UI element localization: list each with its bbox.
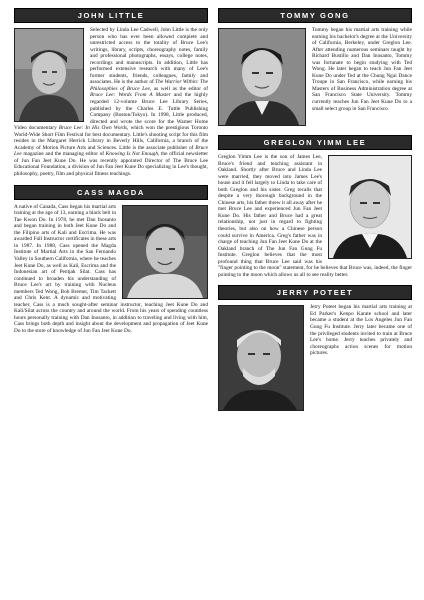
bio-text: as well as the editor of [153, 85, 208, 92]
portrait-photo-greglon-yimm-lee [328, 155, 412, 259]
section-body [218, 300, 412, 413]
section-body [14, 23, 208, 178]
film-title: Bruce Lee: In His Own Words, [58, 125, 129, 132]
bio-text: A native of Canada, Cass began his martial arts training at the age of 13, earning a black belt in Tae Kwon Do. In 1978, he met Dan Inosanto and began training in both Jeet Kune Do and the Filipino arts of Kali and Escrima. He was awarded Full Instructor certificates in these arts in 1987. In 1988, Cass opened the Magda Institute of Martial Arts in the San Fernando Valley in Southern California, where he teaches Jeet Kune Do, as well as Kali, Escrima and the Indonesian art of Pentjak Silat. Cass has continued to broaden his understanding of Bruce Lee's art by training with Nucleus members Ted Wong, Bob Bremer, Tim Tackett and Chris Kent. A dynamic and motivating teacher, Cass is a much sought-after seminar instructor, teaching Jeet Kune Do and Kali/Silat across the country and around the world. From his years of spending countless hours personally training with Dan Inosanto, in addition to traveling and living with him, Cass brings both depth and insight about the development and propagation of Jeet Kune Do to the store of knowledge of Jun Fan Jeet Kune Do. [14, 203, 208, 334]
section-title: GREGLON YIMM LEE [218, 135, 412, 150]
bio-text: and the highly regarded 12-volume Bruce Lee Library Series, published by the Charles E. Tuttle Publishing Company (Boston/Tokyo). In 1998, Little produced, directed and wrote the score for the Warner Home Video documentary [14, 92, 208, 132]
section-cass-magda [14, 185, 208, 335]
section-greglon-yimm-lee [218, 135, 412, 278]
right-column [218, 8, 412, 420]
section-body [218, 150, 412, 278]
portrait-photo-jerry-poteet [218, 305, 304, 411]
bio-text: Greglon Yimm Lee is the son of James Lee, Bruce's friend and teaching assistant in Oakland. Shortly after Bruce and Linda Lee were married, they moved into James Lee's house and it fell largely to Linda to take care of both Greglon and his sister. Greg recalls that despite a very thorough background in the Chinese arts, his father threw it all away after he met Bruce Lee and experienced Jun Fan Jeet Kune Do. His father and Bruce had a great relationship, not just in regard to fighting theories, but also on how a Chinese person could survive in America. Greg's father was in charge of teaching Jun Fan Jeet Kune Do at the Oakland branch of The Jun Fan Gung Fu Institute. Greglon believes that the most profound thing that Bruce Lee said was his "finger pointing to the moon" statement, for he believes that Bruce was, indeed, the finger pointing to the moon which allows us all to see reality better. [218, 154, 412, 278]
portrait-photo-john-little [14, 28, 84, 122]
section-john-little [14, 8, 208, 178]
book-title: The Warrior Within: The Philosophies of Bruce Lee, [90, 79, 208, 92]
book-title: Bruce Lee: Words From A Master [90, 92, 171, 99]
bio-text: magazine and the managing editor of [23, 151, 105, 158]
bio-text: which won the prestigious Toronto World-Wide Short Film Festival for best documentary. Little's shooting script for this film resides in the Margaret Herrick Library in Beverly Hills, California, a branch of the Academy of Motion Picture Arts and Sciences. Little is the associate publisher of [14, 125, 208, 151]
bio-text: the official newsletter of Jun Fan Jeet Kune Do. He was recently appointed Director of The Bruce Lee Educational Foundation, a division of Jun Fan Jeet Kune Do specializing in Lee's thought, philosophy, poetry, film and physical fitness teachings. [14, 151, 208, 178]
magazine-title: Bruce Lee [14, 144, 208, 158]
section-title: TOMMY GONG [218, 8, 412, 23]
section-title: JOHN LITTLE [14, 8, 208, 23]
bio-text: Tommy began his martial arts training while earning his bachelor's degree at the University of California, Berkeley, under Greglon Lee. After attending numerous seminars taught by Richard Bustillo and Dan Inosanto, Tommy was fortunate to begin studying with Ted Wong. He later began to teach Jun Fan Jeet Kune Do under Ted at the Chung Ngai Dance Troupe in San Francisco, while earning his Masters of Business Administration degree at San Francisco State University. Tommy currently teaches Jun Fan Jeet Kune Do to a small select group in San Francisco. [312, 27, 412, 112]
section-tommy-gong [218, 8, 412, 128]
section-jerry-poteet [218, 285, 412, 413]
newsletter-title: Knowing Is Not Enough, [105, 151, 160, 158]
section-body [218, 23, 412, 128]
bio-text: Jerry Poteet began his martial arts training at Ed Parker's Kenpo Karate school and later became a student at the Los Angeles Jun Fan Gung Fu Institute. Jerry later became one of the privileged students invited to train at Bruce Lee's home. Jerry teaches privately and choreographs action scenes for motion pictures. [310, 304, 412, 357]
left-column [14, 8, 208, 342]
bio-text: Selected by Linda Lee Cadwell, John Little is the only person who has ever been allowed complete and unrestricted access to the totality of Bruce Lee's writings, library, scripts, choreography notes, family and professional photographs, essays, college notes, recordings and manuscripts. In addition, Little has performed extensive research with many of Lee's former students, friends, colleagues, family and associates. He is the author of [90, 27, 208, 86]
section-title: CASS MAGDA [14, 185, 208, 200]
portrait-photo-cass-magda [122, 205, 208, 299]
section-title: JERRY POTEET [218, 285, 412, 300]
portrait-photo-tommy-gong [218, 28, 306, 126]
section-body [14, 200, 208, 335]
